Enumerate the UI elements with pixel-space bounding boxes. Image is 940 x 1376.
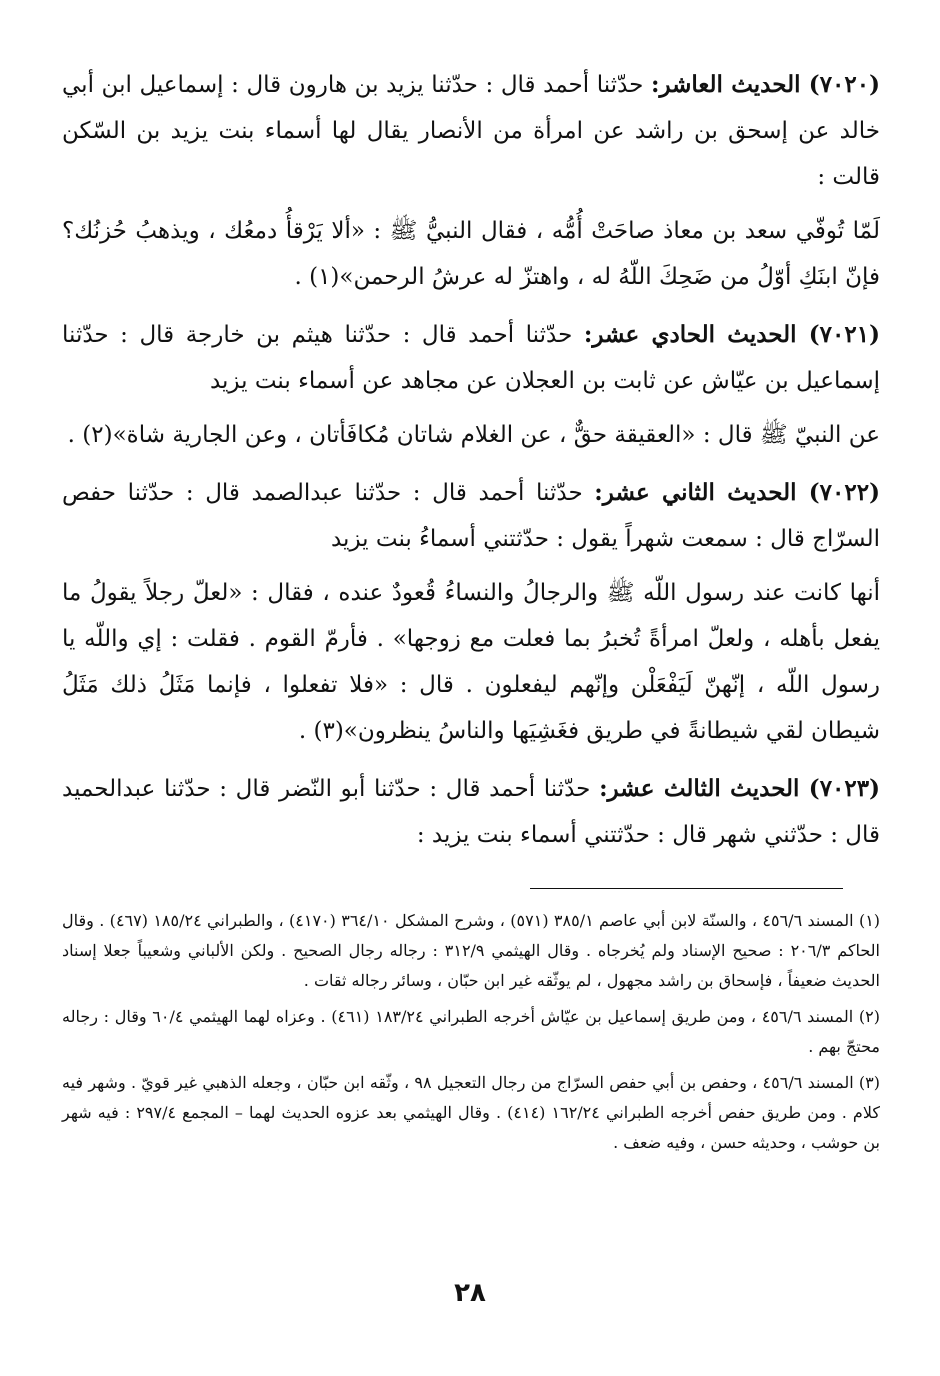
hadith-7020-matn: لَمّا تُوفّي سعد بن معاذ صاحَتْ أُمُّه ، فقال النبيُّ ﷺ : «ألا يَرْقأُ دمعُك ، ويذهبُ حُزنُك؟ فإنّ ابنَكِ أوّلُ من ضَحِكَ اللّهُ له ، واهتزّ له عرشُ الرحمن»(١) . — [62, 218, 880, 290]
hadith-7021-isnad-text: حدّثنا أحمد قال : حدّثنا هيثم بن خارجة قال : حدّثنا إسماعيل بن عيّاش عن ثابت بن العجلان عن مجاهد عن أسماء بنت يزيد — [62, 322, 880, 394]
hadith-7022-isnad-text: حدّثنا أحمد قال : حدّثنا عبدالصمد قال : حدّثنا حفص السرّاج قال : سمعت شهراً يقول : حدّثتني أسماءُ بنت يزيد — [62, 480, 880, 552]
hadith-7020-isnad-text: حدّثنا أحمد قال : حدّثنا يزيد بن هارون قال : إسماعيل ابن أبي خالد عن إسحق بن راشد عن امرأة من الأنصار يقال لها أسماء بنت يزيد بن السّكن قالت : — [62, 72, 880, 190]
hadith-7023-heading: (٧٠٢٣) الحديث الثالث عشر: — [599, 775, 880, 802]
hadith-7020-heading: (٧٠٢٠) الحديث العاشر: — [650, 71, 880, 98]
hadith-7023-isnad-text: حدّثنا أحمد قال : حدّثنا أبو النّضر قال : حدّثنا عبدالحميد قال : حدّثني شهر قال : حدّثتني أسماء بنت يزيد : — [62, 776, 880, 848]
hadith-7021-heading: (٧٠٢١) الحديث الحادي عشر: — [583, 321, 880, 348]
hadith-7021-matn: عن النبيّ ﷺ قال : «العقيقة حقٌّ ، عن الغلام شاتان مُكافَأتان ، وعن الجارية شاة»(٢) . — [67, 422, 880, 448]
hadith-7022-isnad — [62, 470, 880, 562]
footnote-2: (٢) المسند ٤٥٦/٦ ، ومن طريق إسماعيل بن عيّاش أخرجه الطبراني ١٨٣/٢٤ (٤٦١) . وعزاه لهما الهيثمي ٦٠/٤ وقال : رجاله محتجّ بهم . — [62, 1007, 881, 1056]
hadith-7020-isnad — [62, 62, 880, 200]
hadith-7022-matn: أنها كانت عند رسول اللّه ﷺ والرجالُ والنساءُ قُعودٌ عنده ، فقال : «لعلّ رجلاً يقولُ ما يفعل بأهله ، ولعلّ امرأةً تُخبرُ بما فعلت مع زوجها» . فأرمّ القوم . فقلت : إي واللّه يا رسول اللّه ، إنّهنّ لَيَفْعَلْن وإنّهم ليفعلون . قال : «فلا تفعلوا ، فإنما مَثَلُ ذلك مَثَلُ شيطان لقي شيطانةً في طريق فغَشِيَها والناسُ ينظرون»(٣) . — [62, 580, 880, 744]
footnote-divider — [530, 888, 843, 889]
hadith-7021-isnad — [62, 312, 880, 404]
hadith-7023-isnad — [62, 766, 880, 858]
footnotes — [62, 906, 880, 1164]
hadith-7022-heading: (٧٠٢٢) الحديث الثاني عشر: — [594, 479, 880, 506]
page-number: ٢٨ — [454, 1278, 486, 1308]
main-text — [62, 62, 880, 866]
footnote-1: (١) المسند ٤٥٦/٦ ، والسنّة لابن أبي عاصم ٣٨٥/١ (٥٧١) ، وشرح المشكل ٣٦٤/١٠ (٤١٧٠) ، والطبراني ١٨٥/٢٤ (٤٦٧) . وقال الحاكم ٢٠٦/٣ : صحيح الإسناد ولم يُخرجاه . وقال الهيثمي ٣١٢/٩ : رجاله رجال الصحيح . ولكن الألباني وشعيباً جعلا إسناد الحديث ضعيفاً ، فإسحاق بن راشد مجهول ، لم يوثّقه غير ابن حبّان ، وسائر رجاله ثقات . — [62, 911, 881, 990]
footnote-3: (٣) المسند ٤٥٦/٦ ، وحفص بن أبي حفص السرّاج من رجال التعجيل ٩٨ ، وثّقه ابن حبّان ، وجعله الذهبي غير قويّ . وشهر فيه كلام . ومن طريق حفص أخرجه الطبراني ١٦٢/٢٤ (٤١٤) . وقال الهيثمي بعد عزوه الحديث لهما – المجمع ٢٩٧/٤ : فيه شهر بن حوشب ، وحديثه حسن ، وفيه ضعف . — [62, 1073, 881, 1152]
